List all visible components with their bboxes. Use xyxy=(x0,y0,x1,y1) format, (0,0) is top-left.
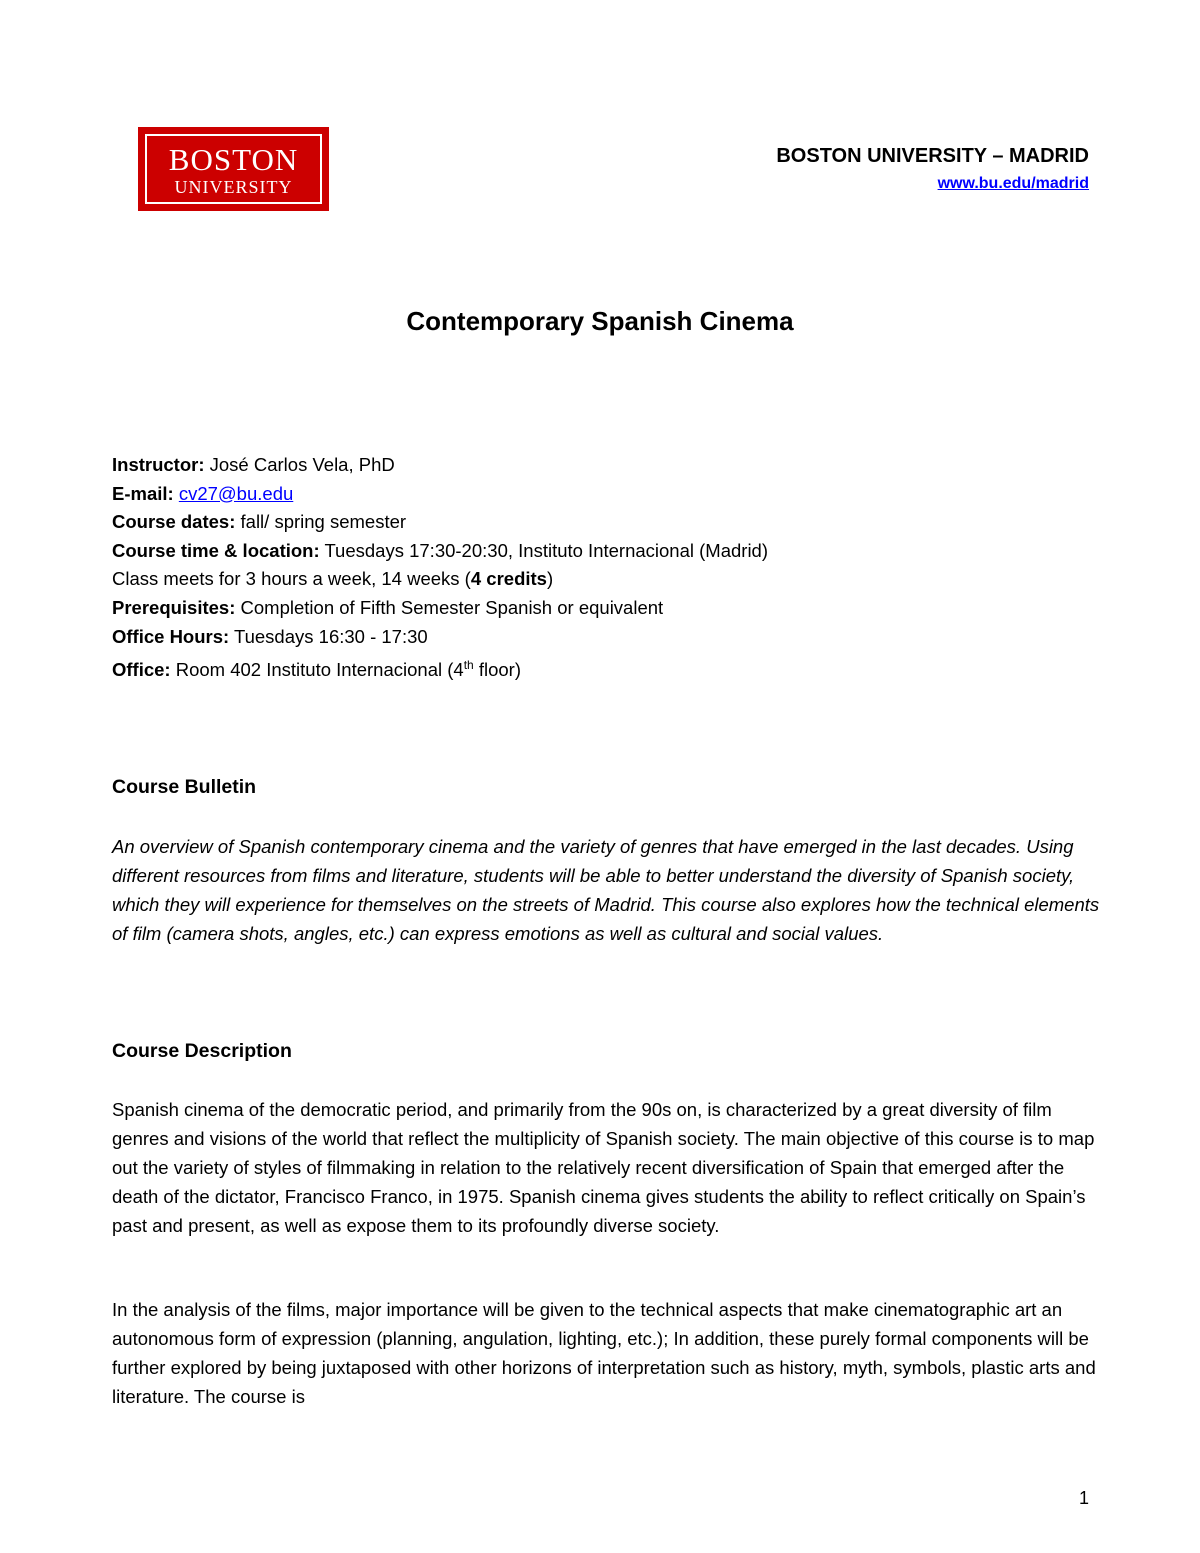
prerequisites-value: Completion of Fifth Semester Spanish or equivalent xyxy=(235,596,664,618)
credits-value: 4 credits xyxy=(470,568,547,590)
prerequisites-label: Prerequisites: xyxy=(112,596,236,618)
logo-line-boston: BOSTON xyxy=(168,142,299,177)
email-link[interactable]: cv27@bu.edu xyxy=(178,482,294,504)
office-value: Room 402 Instituto Internacional (4 xyxy=(170,659,464,681)
course-time-label: Course time & location: xyxy=(112,539,320,561)
course-time-line xyxy=(112,537,1092,566)
class-meets-line xyxy=(112,565,1092,594)
header-block xyxy=(776,143,1089,195)
instructor-value: José Carlos Vela, PhD xyxy=(204,454,395,475)
boston-university-logo xyxy=(138,127,329,211)
office-floor-superscript: th xyxy=(463,658,474,673)
instructor-label: Instructor: xyxy=(112,454,205,475)
website-link[interactable]: www.bu.edu/madrid xyxy=(937,175,1089,192)
page-number: 1 xyxy=(1078,1488,1089,1508)
logo-border xyxy=(145,134,322,204)
office-hours-value: Tuesdays 16:30 - 17:30 xyxy=(229,625,428,647)
office-hours-label: Office Hours: xyxy=(112,625,230,647)
course-bulletin-text: An overview of Spanish contemporary cinema and the variety of genres that have emerged in the last decades. Using different resources from films and literature, students will be able to better understand the diversity of Spanish society, which they will experience for themselves on the streets of Madrid. This course also explores how the technical elements of film (camera shots, angles, etc.) can express emotions as well as cultural and social values. xyxy=(112,836,1100,944)
course-description-paragraph-2: In the analysis of the films, major importance will be given to the technical aspects that make cinematographic art an autonomous form of expression (planning, angulation, lighting, etc.); In addition, these purely formal components will be further explored by being juxtaposed with other horizons of interpretation such as history, myth, symbols, plastic arts and literature. The course is xyxy=(112,1299,1096,1407)
office-hours-line xyxy=(112,623,1092,652)
email-line xyxy=(112,480,1092,509)
office-label: Office: xyxy=(112,659,171,681)
course-dates-label: Course dates: xyxy=(112,511,236,533)
course-title: Contemporary Spanish Cinema xyxy=(406,306,794,336)
course-info xyxy=(112,451,1092,685)
course-dates-value: fall/ spring semester xyxy=(235,511,407,533)
class-meets-close: ) xyxy=(546,568,554,590)
course-dates-line xyxy=(112,508,1092,537)
prerequisites-line xyxy=(112,594,1092,623)
class-meets-text: Class meets for 3 hours a week, 14 weeks ( xyxy=(112,568,471,590)
course-description-paragraph-1: Spanish cinema of the democratic period, and primarily from the 90s on, is characterized by a great diversity of film genres and visions of the world that reflect the multiplicity of Spanish society. The main objective of this course is to map out the variety of styles of filmmaking in relation to the relatively recent diversification of Spain that emerged after the death of the dictator, Francisco Franco, in 1975. Spanish cinema gives students the ability to reflect critically on Spain’s past and present, as well as expose them to its profoundly diverse society. xyxy=(112,1099,1095,1236)
course-description-heading: Course Description xyxy=(112,1040,292,1062)
course-time-value: Tuesdays 17:30-20:30, Instituto Internacional (Madrid) xyxy=(319,539,769,561)
office-line xyxy=(112,651,1092,685)
office-tail: floor) xyxy=(473,659,521,681)
email-label: E-mail: xyxy=(112,482,174,504)
university-name: BOSTON UNIVERSITY – MADRID xyxy=(776,145,1089,167)
instructor-line xyxy=(112,451,1092,480)
logo-line-university: UNIVERSITY xyxy=(174,177,293,197)
course-bulletin-heading: Course Bulletin xyxy=(112,776,257,798)
